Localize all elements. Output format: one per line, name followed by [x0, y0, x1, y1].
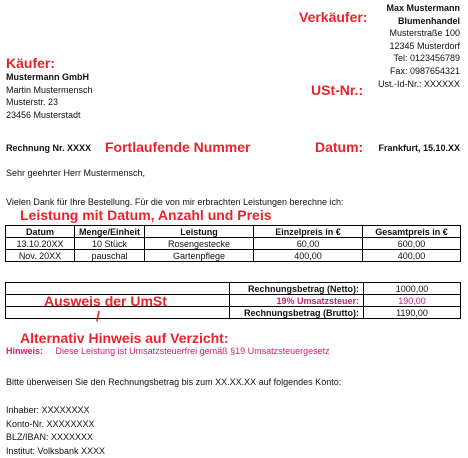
cell-gesamtpreis: 600,00: [363, 238, 461, 250]
annotation-slash: /: [96, 308, 100, 324]
greeting: Sehr geehrter Herr Mustermensch,: [6, 168, 145, 178]
gross-value: 1190,00: [364, 307, 461, 319]
cell-leistung: Gartenpflege: [145, 250, 254, 262]
cell-datum: Nov. 20XX: [6, 250, 75, 262]
annotation-fortlaufende: Fortlaufende Nummer: [105, 139, 250, 155]
totals-table: [5, 282, 461, 319]
cell-gesamtpreis: 400,00: [363, 250, 461, 262]
annotation-ustnr: USt-Nr.:: [311, 82, 363, 98]
net-label: Rechnungsbetrag (Netto):: [230, 283, 364, 295]
annotation-ausweis: Ausweis der UmSt: [44, 293, 167, 309]
seller-tel: Tel: 0123456789: [378, 52, 460, 65]
annotation-datum: Datum:: [315, 139, 363, 155]
bank-blz: BLZ/IBAN: XXXXXXX: [6, 431, 105, 445]
invoice-number: Rechnung Nr. XXXX: [6, 143, 91, 153]
buyer-street: Musterstr. 23: [6, 96, 93, 109]
cell-leistung: Rosengestecke: [145, 238, 254, 250]
header-leistung: Leistung: [145, 226, 254, 238]
annotation-leistung: Leistung mit Datum, Anzahl und Preis: [20, 207, 272, 223]
items-table: [5, 225, 461, 262]
seller-vat: Ust.-Id-Nr.: XXXXXX: [378, 78, 460, 91]
cell-einzelpreis: 400,00: [254, 250, 363, 262]
header-gesamtpreis: Gesamtpreis in €: [363, 226, 461, 238]
cell-einzelpreis: 60,00: [254, 238, 363, 250]
hint-label: Hinweis:: [6, 346, 43, 356]
net-value: 1000,00: [364, 283, 461, 295]
cell-menge: 10 Stück: [75, 238, 145, 250]
totals-row-gross: [6, 307, 461, 319]
header-datum: Datum: [6, 226, 75, 238]
tax-value: 190,00: [364, 295, 461, 307]
seller-fax: Fax: 0987654321: [378, 65, 460, 78]
bank-institute: Institut: Volksbank XXXX: [6, 445, 105, 458]
seller-street: Musterstraße 100: [378, 27, 460, 40]
totals-row-tax: [6, 295, 461, 307]
cell-datum: 13.10.20XX: [6, 238, 75, 250]
header-einzelpreis: Einzelpreis in €: [254, 226, 363, 238]
hint-text: Diese Leistung ist Umsatzsteuerfrei gemäß §19 Umsatzsteuergesetz: [56, 346, 330, 356]
annotation-verkaeufer: Verkäufer:: [299, 9, 367, 25]
seller-city: 12345 Musterdorf: [378, 40, 460, 53]
bank-details: [6, 404, 105, 458]
table-row: [6, 238, 461, 250]
payment-request: Bitte überweisen Sie den Rechnungsbetrag bis zum XX.XX.XX auf folgendes Konto:: [6, 377, 341, 387]
gross-label: Rechnungsbetrag (Brutto):: [230, 307, 364, 319]
seller-block: [378, 2, 460, 90]
buyer-company: Mustermann GmbH: [6, 71, 93, 84]
items-table-header: [6, 226, 461, 238]
bank-account: Konto-Nr. XXXXXXXX: [6, 418, 105, 432]
seller-company: Blumenhandel: [378, 15, 460, 28]
annotation-alternativ: Alternativ Hinweis auf Verzicht:: [20, 330, 229, 346]
tax-label: 19% Umsatzsteuer:: [230, 295, 364, 307]
intro-text: Vielen Dank für Ihre Bestellung. Für die von mir erbrachten Leistungen berechne ich:: [6, 197, 344, 207]
hint-line: [6, 346, 330, 356]
bank-holder: Inhaber: XXXXXXXX: [6, 404, 105, 418]
totals-row-net: [6, 283, 461, 295]
annotation-kaeufer: Käufer:: [6, 55, 55, 71]
invoice-date: Frankfurt, 15.10.XX: [378, 143, 460, 153]
seller-name: Max Mustermann: [378, 2, 460, 15]
header-menge: Menge/Einheit: [75, 226, 145, 238]
buyer-person: Martin Mustermensch: [6, 84, 93, 97]
buyer-block: [6, 71, 93, 121]
cell-menge: pauschal: [75, 250, 145, 262]
buyer-city: 23456 Musterstadt: [6, 109, 93, 122]
table-row: [6, 250, 461, 262]
